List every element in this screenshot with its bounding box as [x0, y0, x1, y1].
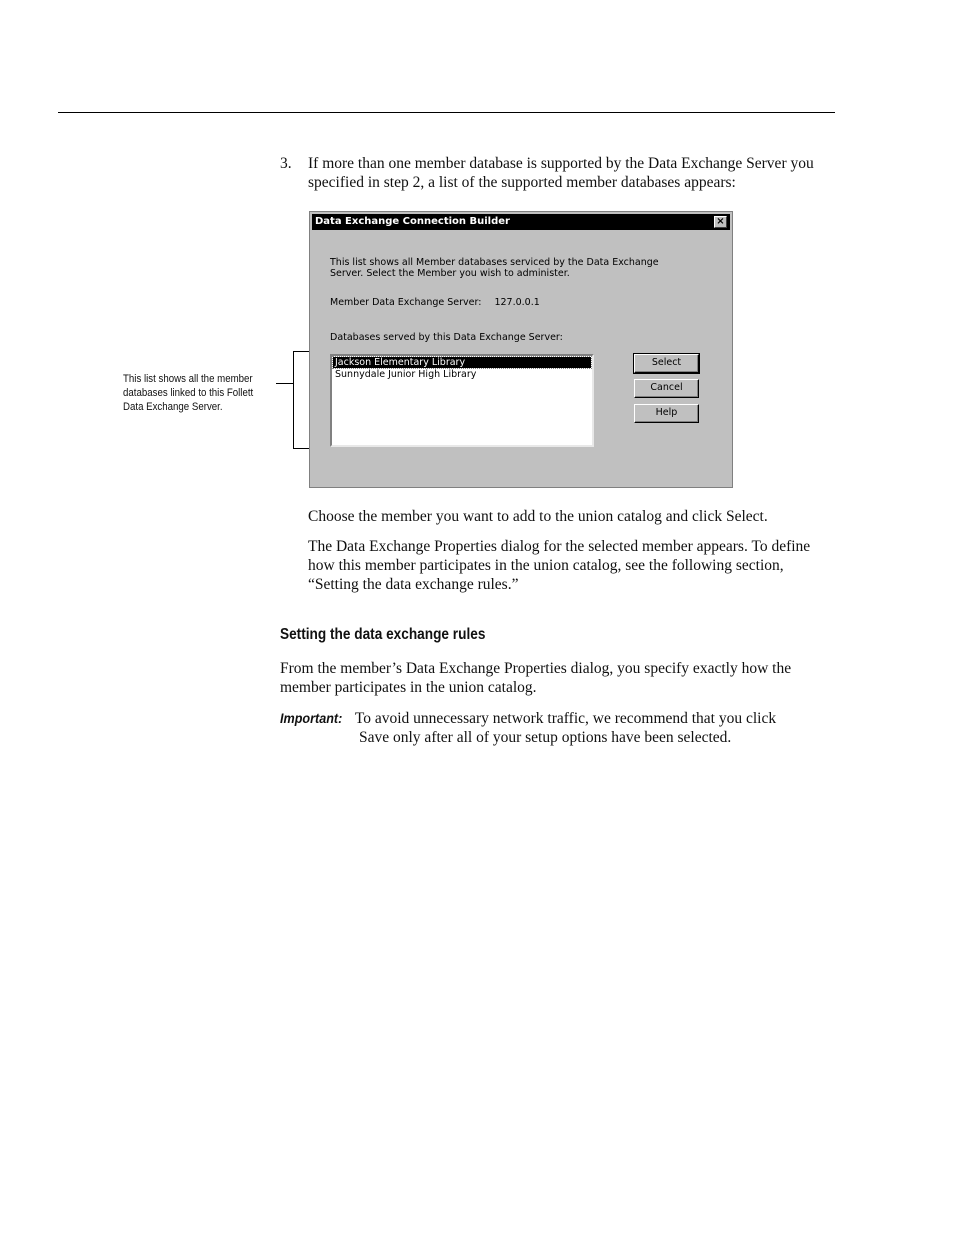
- help-button[interactable]: Help: [634, 404, 699, 423]
- list-item[interactable]: Sunnydale Junior High Library: [335, 369, 477, 380]
- close-icon[interactable]: ×: [714, 216, 727, 228]
- databases-listbox[interactable]: [330, 354, 594, 447]
- server-row: [330, 297, 540, 308]
- from-paragraph: From the member’s Data Exchange Properties dialog, you specify exactly how the member participates in the union catalog.: [280, 660, 792, 696]
- server-label: Member Data Exchange Server:: [330, 297, 482, 308]
- step-text: If more than one member database is supported by the Data Exchange Server you specified in step 2, a list of the supported member databases appears:: [308, 155, 814, 191]
- important-line: To avoid unnecessary network traffic, we recommend that you click: [354, 710, 777, 727]
- dialog-intro-line: This list shows all Member databases serviced by the Data Exchange: [330, 257, 659, 268]
- choose-paragraph: Choose the member you want to add to the union catalog and click Select.: [308, 508, 768, 525]
- select-button[interactable]: Select: [634, 354, 699, 373]
- server-value: 127.0.0.1: [494, 297, 540, 308]
- callout-leader-line: [276, 383, 293, 384]
- dialog-intro-line: Server. Select the Member you wish to administer.: [330, 268, 570, 279]
- callout-line: databases linked to this Follett: [123, 387, 254, 399]
- properties-paragraph: The Data Exchange Properties dialog for the selected member appears. To define how this member participates in the union catalog, see the following section, “Setting the data exchange rules.”: [308, 538, 811, 593]
- callout-note: [123, 372, 255, 414]
- important-note: [280, 709, 840, 747]
- dialog-title: Data Exchange Connection Builder: [315, 216, 510, 227]
- cancel-button[interactable]: Cancel: [634, 379, 699, 398]
- important-label: Important:: [280, 710, 343, 726]
- step-number: 3.: [280, 155, 292, 172]
- section-heading: Setting the data exchange rules: [280, 626, 486, 643]
- callout-line: This list shows all the member: [123, 373, 253, 385]
- important-line: Save only after all of your setup options have been selected.: [359, 729, 732, 746]
- dialog-titlebar: [312, 214, 730, 230]
- header-rule: [58, 112, 835, 113]
- dialog-intro: [330, 257, 659, 279]
- databases-label: Databases served by this Data Exchange Server:: [330, 332, 563, 343]
- connection-builder-dialog: [309, 211, 733, 488]
- list-item[interactable]: Jackson Elementary Library: [333, 357, 591, 368]
- callout-line: Data Exchange Server.: [123, 401, 223, 413]
